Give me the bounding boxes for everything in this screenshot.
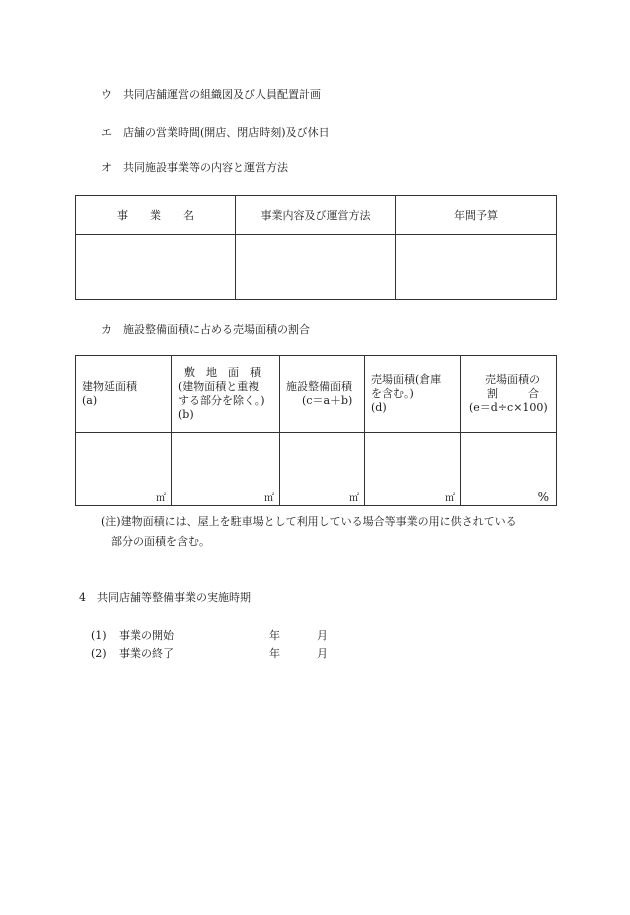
year-label: 年 [269,647,280,660]
unit-sqm: ㎡ [445,493,455,504]
section4-item-end [91,645,328,661]
cell-total-floor-area[interactable] [76,433,172,506]
section4-item-start [91,627,328,643]
month-label: 月 [317,647,328,660]
section4-title: 4 共同店舗等整備事業の実施時期 [79,591,251,604]
table-header-row [76,196,557,235]
header-total-floor-area-label: 建物延面積 [82,380,137,393]
item-label: 事業の開始 [119,629,174,642]
header-sales-ratio-label: 売場面積の [485,373,540,386]
area-ratio-table [75,355,557,506]
header-facility-area [280,356,365,433]
item-ka-text: 施設整備面積に占める売場面積の割合 [123,323,310,336]
item-ka [101,321,310,337]
table-note-line2: 部分の面積を含む。 [111,535,210,548]
unit-sqm: ㎡ [349,493,359,504]
header-facility-area-formula: (c＝a＋b) [302,394,353,407]
unit-percent: % [537,490,549,504]
unit-sqm: ㎡ [264,493,274,504]
month-label: 月 [317,629,328,642]
header-sales-area [365,356,461,433]
header-total-floor-area-code: (a) [82,394,98,407]
item-ka-mark: カ [101,323,112,336]
facility-project-table [75,195,557,300]
cell-content-method[interactable] [236,235,396,300]
header-sales-ratio-word-a: 割 [487,387,498,400]
cell-sales-ratio[interactable] [461,433,557,506]
item-number: (1) [91,629,107,642]
cell-site-area[interactable] [172,433,280,506]
item-label: 事業の終了 [119,647,174,660]
item-o-mark: オ [101,161,112,174]
header-annual-budget: 年間予算 [396,196,557,235]
header-site-area-note2: する部分を除く。) [178,394,265,407]
item-o [101,159,288,175]
header-sales-area-label: 売場面積(倉庫 [371,373,442,386]
header-content-method: 事業内容及び運営方法 [236,196,396,235]
item-e-text: 店舗の営業時間(開店、閉店時刻)及び休日 [123,126,330,139]
header-sales-ratio-word [467,387,539,401]
header-sales-area-code: (d) [371,401,387,414]
header-site-area-code: (b) [178,408,194,421]
header-facility-area-label: 施設整備面積 [286,380,352,393]
cell-project-name[interactable] [76,235,236,300]
item-u [101,86,321,102]
item-u-text: 共同店舗運営の組織図及び人員配置計画 [123,88,321,101]
cell-facility-area[interactable] [280,433,365,506]
header-sales-area-note: を含む。) [371,387,414,400]
table-note-line1: (注)建物面積には、屋上を駐車場として利用している場合等事業の用に供されている [101,515,517,528]
cell-annual-budget[interactable] [396,235,557,300]
header-site-area-label: 敷 地 面 積 [184,366,261,379]
header-sales-ratio-word-b: 合 [528,387,539,400]
item-e [101,124,330,140]
item-u-mark: ウ [101,88,112,101]
table-row [76,433,557,506]
header-sales-ratio-formula: (e＝d÷c×100) [469,401,548,414]
header-project-name: 事 業 名 [76,196,236,235]
year-label: 年 [269,629,280,642]
cell-sales-area[interactable] [365,433,461,506]
item-o-text: 共同施設事業等の内容と運営方法 [123,161,288,174]
header-total-floor-area [76,356,172,433]
header-site-area-note1: (建物面積と重複 [178,380,260,393]
unit-sqm: ㎡ [156,493,166,504]
header-site-area [172,356,280,433]
table-note [101,512,517,552]
table-header-row [76,356,557,433]
table-row [76,235,557,300]
item-e-mark: エ [101,126,112,139]
header-sales-ratio [461,356,557,433]
item-number: (2) [91,647,107,660]
